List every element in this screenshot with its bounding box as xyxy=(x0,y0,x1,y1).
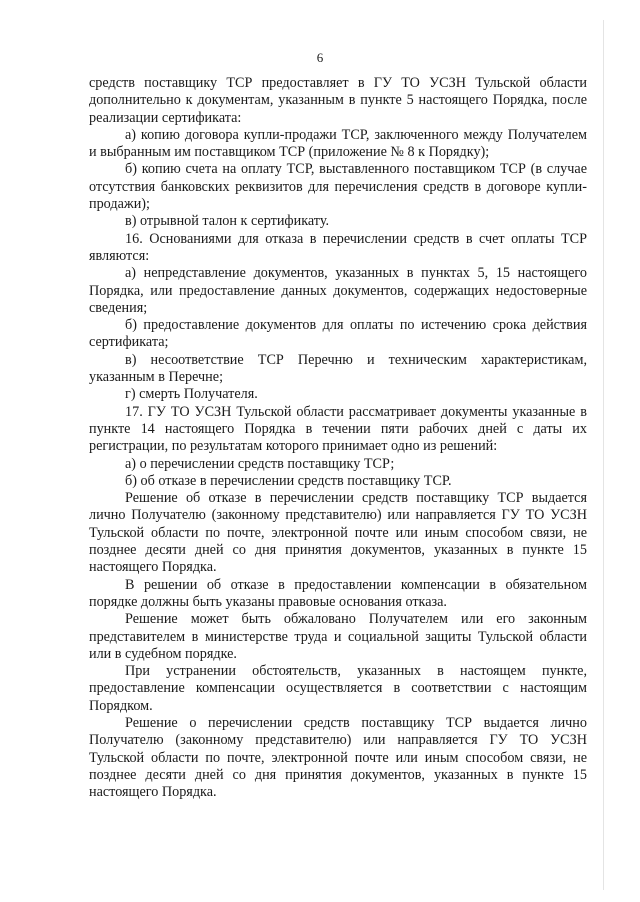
paragraph: а) непредставление документов, указанных в пунктах 5, 15 настоящего Порядка, или предоставление данных документов, содержащих недостоверные сведения; xyxy=(89,265,587,316)
paragraph: б) копию счета на оплату ТСР, выставленного поставщиком ТСР (в случае отсутствия банковских реквизитов для перечисления средств в договоре купли-продажи); xyxy=(89,161,587,213)
paragraph: Решение о перечислении средств поставщику ТСР выдается лично Получателю (законному представителю) или направляется ГУ ТО УСЗН Тульской области по почте, электронной почте или иным способом связи, не позднее десяти дней со дня принятия документов, указанных в пункте 15 настоящего Порядка. xyxy=(89,714,587,801)
page-number: 6 xyxy=(316,50,324,65)
paragraph: 17. ГУ ТО УСЗН Тульской области рассматривает документы указанные в пункте 14 настоящего Порядка в течении пяти рабочих дней с даты их регистрации, по результатам которого принимает одно из решений: xyxy=(89,403,587,455)
paragraph: Решение об отказе в перечислении средств поставщику ТСР выдается лично Получателю (законному представителю) или направляется ГУ ТО УСЗН Тульской области по почте, электронной почте или иным способом связи, не позднее десяти дней со дня принятия документов, указанных в пункте 15 настоящего Порядка. xyxy=(89,490,587,576)
paragraph: а) о перечислении средств поставщику ТСР; xyxy=(125,455,395,472)
scan-edge-line xyxy=(603,20,604,890)
paragraph: При устранении обстоятельств, указанных в настоящем пункте, предоставление компенсации осуществляется в соответствии с настоящим Порядком. xyxy=(89,663,587,714)
paragraph: средств поставщику ТСР предоставляет в ГУ ТО УСЗН Тульской области дополнительно к документам, указанным в пункте 5 настоящего Порядка, после реализации сертификата: xyxy=(89,75,587,126)
paragraph: В решении об отказе в предоставлении компенсации в обязательном порядке должны быть указаны правовые основания отказа. xyxy=(89,576,587,610)
paragraph: б) об отказе в перечислении средств поставщику ТСР. xyxy=(125,472,452,489)
paragraph: 16. Основаниями для отказа в перечислении средств в счет оплаты ТСР являются: xyxy=(89,230,587,264)
paragraph: а) копию договора купли-продажи ТСР, заключенного между Получателем и выбранным им поставщиком ТСР (приложение № 8 к Порядку); xyxy=(89,126,587,161)
paragraph: в) отрывной талон к сертификату. xyxy=(125,213,330,230)
paragraph: б) предоставление документов для оплаты по истечению срока действия сертификата; xyxy=(89,317,587,351)
paragraph: в) несоответствие ТСР Перечню и техническим характеристикам, указанным в Перечне; xyxy=(89,351,587,386)
paragraph: Решение может быть обжаловано Получателем или его законным представителем в министерстве труда и социальной защиты Тульской области или в судебном порядке. xyxy=(89,611,587,662)
document-body xyxy=(89,75,587,801)
paragraph: г) смерть Получателя. xyxy=(125,386,258,403)
